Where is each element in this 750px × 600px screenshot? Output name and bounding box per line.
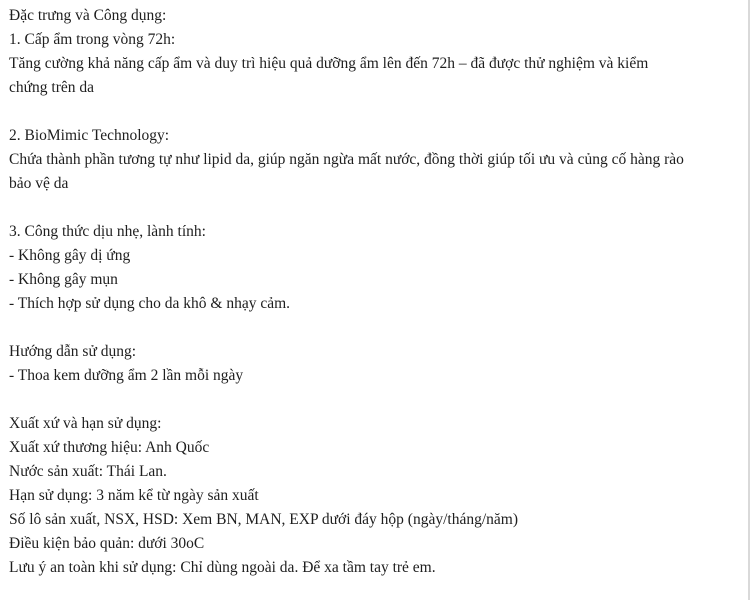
info-line: Hạn sử dụng: 3 năm kể từ ngày sản xuất (9, 487, 259, 504)
list-item: - Không gây dị ứng (9, 247, 131, 264)
paragraph-line: Tăng cường khả năng cấp ẩm và duy trì hiệu quả dưỡng ẩm lên đến 72h – đã được thử nghiệm và kiểm (9, 55, 649, 72)
section-title: 3. Công thức dịu nhẹ, lành tính: (9, 223, 206, 240)
info-line: Xuất xứ thương hiệu: Anh Quốc (9, 439, 210, 456)
paragraph-line: bảo vệ da (9, 175, 69, 192)
list-item: - Thích hợp sử dụng cho da khô & nhạy cảm. (9, 295, 291, 312)
section-origin-expiry (9, 412, 750, 580)
section-title: Xuất xứ và hạn sử dụng: (9, 415, 162, 432)
features-heading: Đặc trưng và Công dụng: (9, 7, 167, 24)
section-title: 2. BioMimic Technology: (9, 127, 170, 144)
section-title: Hướng dẫn sử dụng: (9, 343, 137, 360)
paragraph-line: Chứa thành phần tương tự như lipid da, giúp ngăn ngừa mất nước, đồng thời giúp tối ưu và củng cố hàng rào (9, 151, 684, 168)
info-line: Nước sản xuất: Thái Lan. (9, 463, 167, 480)
info-line: Số lô sản xuất, NSX, HSD: Xem BN, MAN, EXP dưới đáy hộp (ngày/tháng/năm) (9, 511, 518, 528)
blank-line (9, 196, 750, 220)
blank-line (9, 388, 750, 412)
section-gentle-formula (9, 220, 750, 316)
blank-line (9, 316, 750, 340)
section-biomimic (9, 124, 750, 196)
list-item: - Thoa kem dưỡng ẩm 2 lần mỗi ngày (9, 367, 244, 384)
section-moisturizing (9, 28, 750, 100)
list-item: - Không gây mụn (9, 271, 118, 288)
section-usage (9, 340, 750, 388)
section-title: 1. Cấp ẩm trong vòng 72h: (9, 31, 176, 48)
info-line: Điều kiện bảo quản: dưới 30oC (9, 535, 205, 552)
blank-line (9, 100, 750, 124)
paragraph-line: chứng trên da (9, 79, 95, 96)
info-line: Lưu ý an toàn khi sử dụng: Chỉ dùng ngoài da. Để xa tầm tay trẻ em. (9, 559, 436, 576)
